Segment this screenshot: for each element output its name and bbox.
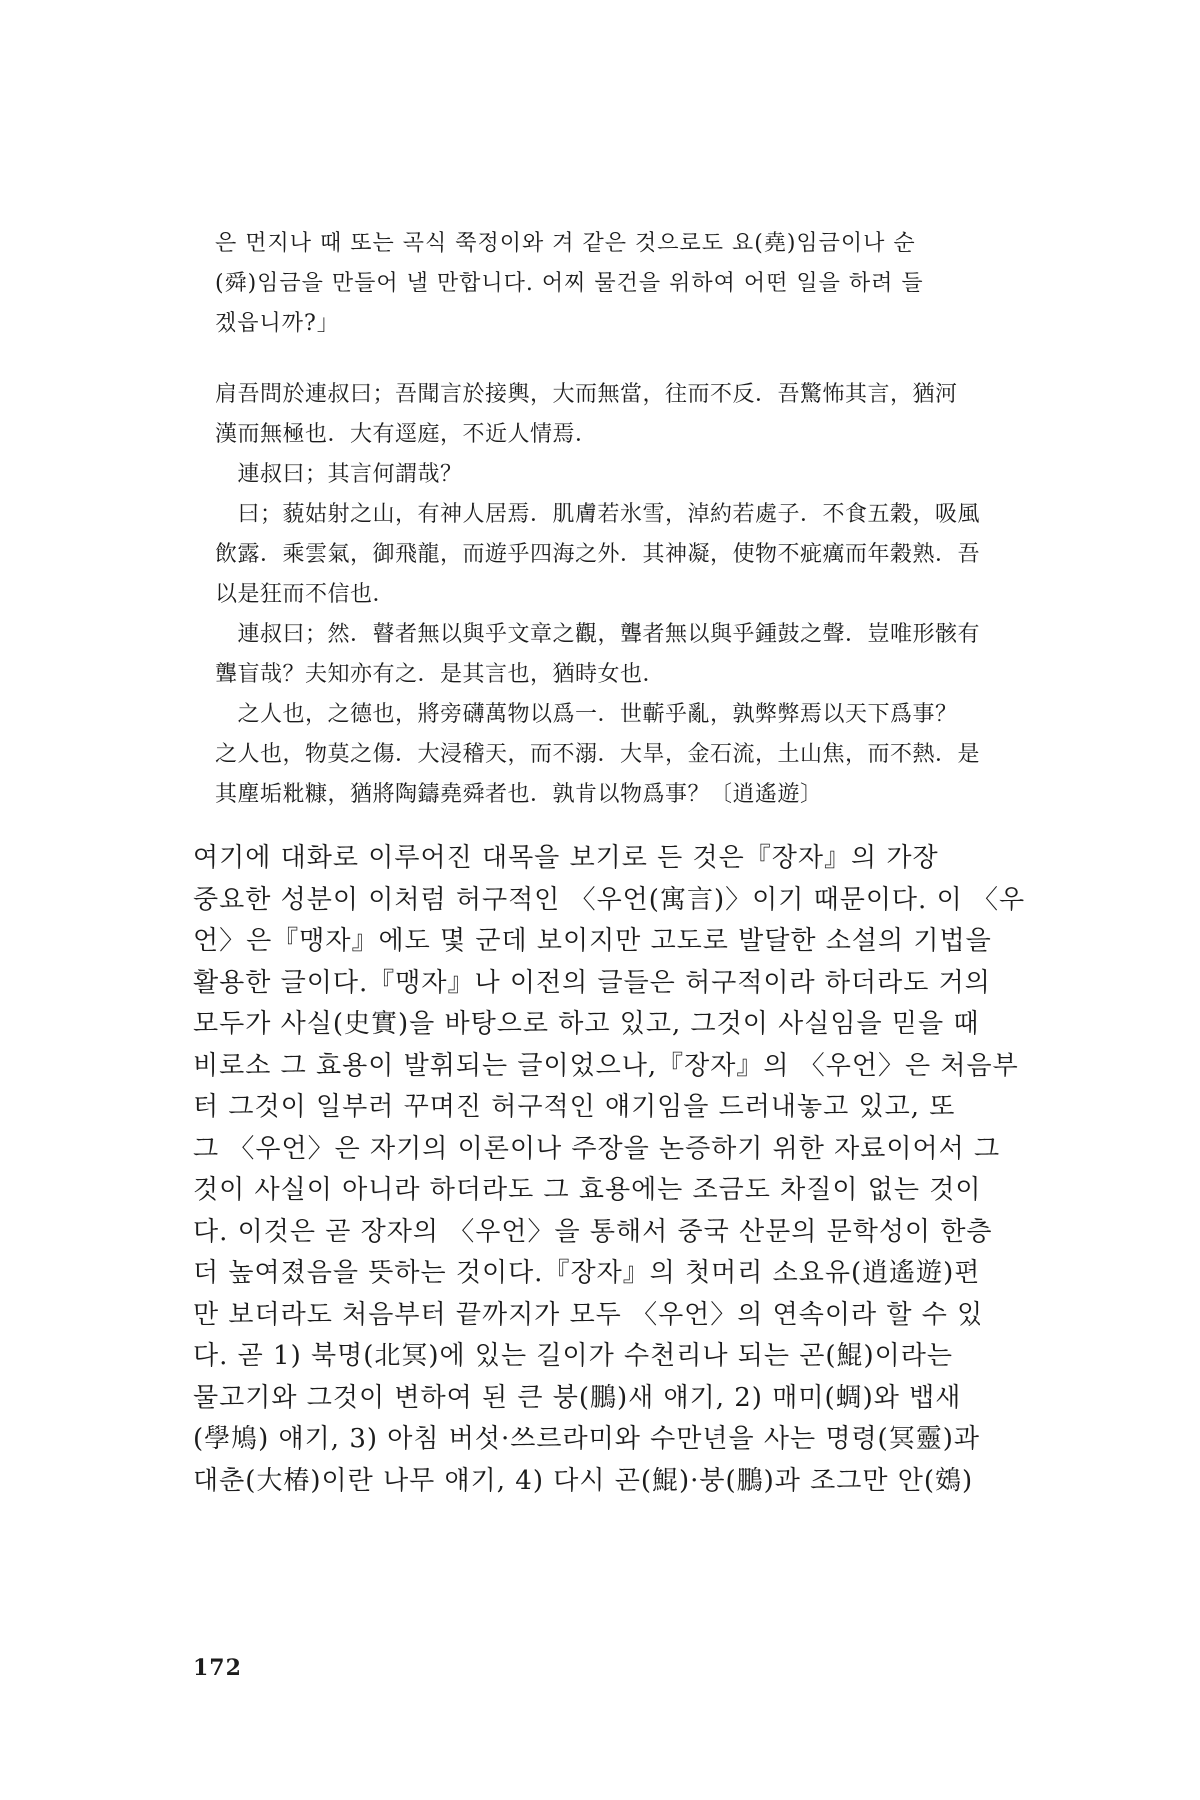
- text-line: 비로소 그 효용이 발휘되는 글이었으나,『장자』의 〈우언〉은 처음부: [193, 1050, 1019, 1081]
- text-line: 더 높여졌음을 뜻하는 것이다.『장자』의 첫머리 소요유(逍遙遊)편: [193, 1258, 981, 1288]
- text-line: 聾盲哉？夫知亦有之．是其言也，猶時女也．: [215, 662, 666, 687]
- body-paragraph: [193, 838, 1026, 1502]
- text-line: 連叔曰；其言何謂哉？: [215, 462, 463, 487]
- classical-chinese-block: [215, 375, 1015, 815]
- text-line: 漢而無極也．大有逕庭，不近人情焉．: [215, 422, 598, 447]
- text-line: 다. 이것은 곧 장자의 〈우언〉을 통해서 중국 산문의 문학성이 한층: [193, 1216, 993, 1247]
- text-line: 肩吾問於連叔曰；吾聞言於接輿，大而無當，往而不反．吾驚怖其言，猶河: [215, 382, 958, 407]
- text-line: 다. 곧 1) 북명(北冥)에 있는 길이가 수천리나 되는 곤(鯤)이라는: [193, 1341, 953, 1371]
- text-line: 여기에 대화로 이루어진 대목을 보기로 든 것은『장자』의 가장: [193, 843, 939, 873]
- text-line: 以是狂而不信也．: [215, 582, 396, 607]
- text-line: 활용한 글이다.『맹자』나 이전의 글들은 허구적이라 하더라도 거의: [193, 967, 991, 998]
- text-line: 겠읍니까?」: [215, 311, 340, 336]
- text-line: 터 그것이 일부러 꾸며진 허구적인 얘기임을 드러내놓고 있고, 또: [193, 1092, 956, 1122]
- text-line: 모두가 사실(史實)을 바탕으로 하고 있고, 그것이 사실임을 믿을 때: [193, 1009, 980, 1039]
- text-line: 언〉은『맹자』에도 몇 군데 보이지만 고도로 발달한 소설의 기법을: [193, 926, 992, 956]
- text-line: 물고기와 그것이 변하여 된 큰 붕(鵬)새 얘기, 2) 매미(蜩)와 뱁새: [193, 1382, 962, 1413]
- text-line: 그 〈우언〉은 자기의 이론이나 주장을 논증하기 위한 자료이어서 그: [193, 1133, 1001, 1164]
- top-quote-block: [215, 224, 1015, 344]
- text-line: 것이 사실이 아니라 하더라도 그 효용에는 조금도 차질이 없는 것이: [193, 1175, 982, 1205]
- text-line: 중요한 성분이 이처럼 허구적인 〈우언(寓言)〉이기 때문이다. 이 〈우: [193, 884, 1026, 915]
- text-line: 曰；藐姑射之山，有神人居焉．肌膚若氷雪，淖約若處子．不食五穀，吸風: [215, 502, 981, 527]
- text-line: 之人也，之德也，將旁礴萬物以爲一．世蘄乎亂，孰弊弊焉以天下爲事？: [215, 702, 958, 727]
- text-line: 連叔曰；然．瞽者無以與乎文章之觀，聾者無以與乎鍾鼓之聲．豈唯形骸有: [215, 622, 981, 647]
- text-line: 은 먼지나 때 또는 곡식 쭉정이와 겨 같은 것으로도 요(堯)임금이나 순: [215, 231, 916, 256]
- text-line: 飲露．乘雲氣，御飛龍，而遊乎四海之外．其神凝，使物不疵癘而年穀熟．吾: [215, 542, 981, 567]
- text-line: 대춘(大椿)이란 나무 얘기, 4) 다시 곤(鯤)·붕(鵬)과 조그만 안(鴳): [193, 1465, 974, 1496]
- text-line: 其塵垢粃糠，猶將陶鑄堯舜者也．孰肯以物爲事？〔逍遙遊〕: [215, 782, 823, 807]
- page-number: 172: [193, 1655, 242, 1681]
- text-line: (學鳩) 얘기, 3) 아침 버섯·쓰르라미와 수만년을 사는 명령(冥靈)과: [193, 1424, 980, 1454]
- text-line: 만 보더라도 처음부터 끝까지가 모두 〈우언〉의 연속이라 할 수 있: [193, 1299, 984, 1330]
- text-line: 之人也，物莫之傷．大浸稽天，而不溺．大旱，金石流，土山焦，而不熱．是: [215, 742, 981, 767]
- text-line: (舜)임금을 만들어 낼 만합니다. 어찌 물건을 위하여 어떤 일을 하려 들: [215, 271, 924, 296]
